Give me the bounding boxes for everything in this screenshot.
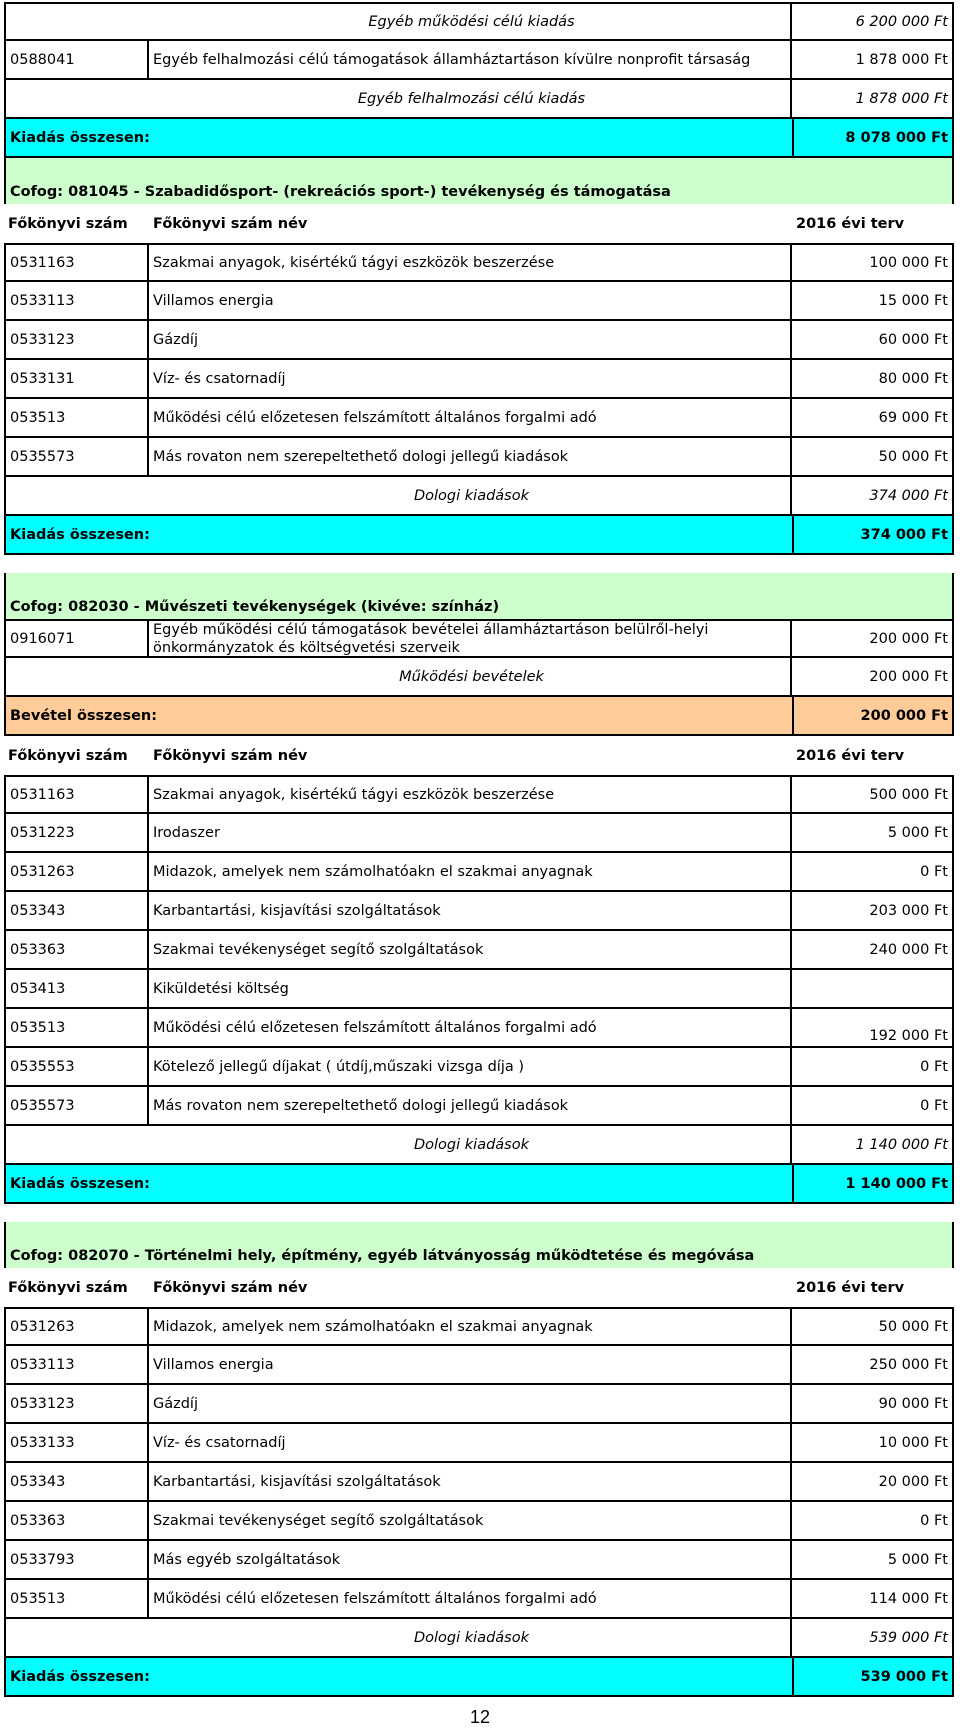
account-name: Más rovaton nem szerepeltethető dologi jellegű kiadások bbox=[149, 438, 792, 475]
income-total-row bbox=[4, 697, 954, 736]
subtotal-row bbox=[4, 477, 954, 516]
cofog-title: Cofog: 081045 - Szabadidősport- (rekreációs sport-) tevékenység és támogatása bbox=[4, 158, 954, 204]
account-code: 0531263 bbox=[4, 853, 149, 890]
table-row bbox=[4, 41, 954, 80]
table-row bbox=[4, 1385, 954, 1424]
planned-amount: 1 878 000 Ft bbox=[792, 41, 954, 78]
account-name: Gázdíj bbox=[149, 321, 792, 358]
account-code: 0531223 bbox=[4, 814, 149, 851]
planned-amount: 192 000 Ft bbox=[792, 1009, 954, 1046]
cofog-title: Cofog: 082030 - Művészeti tevékenységek (kivéve: színház) bbox=[4, 573, 954, 619]
account-code: 053363 bbox=[4, 1502, 149, 1539]
table-row bbox=[4, 892, 954, 931]
planned-amount: 200 000 Ft bbox=[792, 658, 954, 695]
expense-total-row bbox=[4, 516, 954, 555]
section-spacer bbox=[4, 555, 954, 573]
header-code: Főkönyvi szám bbox=[8, 1279, 128, 1296]
header-name: Főkönyvi szám név bbox=[153, 1279, 308, 1296]
table-row bbox=[4, 1087, 954, 1126]
account-name: Midazok, amelyek nem számolhatóakn el szakmai anyagnak bbox=[149, 1309, 792, 1344]
subtotal-row bbox=[4, 80, 954, 119]
subtotal-row bbox=[4, 2, 954, 41]
page-number: 12 bbox=[469, 1707, 491, 1727]
header-plan: 2016 évi terv bbox=[796, 1279, 905, 1296]
account-name: Dologi kiadások bbox=[149, 477, 792, 514]
planned-amount: 539 000 Ft bbox=[792, 1658, 954, 1695]
account-code: 0916071 bbox=[4, 621, 149, 656]
planned-amount: 50 000 Ft bbox=[792, 438, 954, 475]
table-row bbox=[4, 1307, 954, 1346]
account-code: 0533123 bbox=[4, 321, 149, 358]
planned-amount: 0 Ft bbox=[792, 1087, 954, 1124]
table-row bbox=[4, 1541, 954, 1580]
account-code: 0531163 bbox=[4, 245, 149, 280]
account-code bbox=[4, 477, 149, 514]
column-header-row bbox=[4, 204, 954, 243]
planned-amount: 10 000 Ft bbox=[792, 1424, 954, 1461]
column-header-row bbox=[4, 736, 954, 775]
account-name: Működési célú előzetesen felszámított általános forgalmi adó bbox=[149, 1580, 792, 1617]
planned-amount: 8 078 000 Ft bbox=[792, 119, 954, 156]
planned-amount: 1 140 000 Ft bbox=[792, 1126, 954, 1163]
planned-amount: 374 000 Ft bbox=[792, 477, 954, 514]
expense-total-row bbox=[4, 119, 954, 158]
table-row bbox=[4, 360, 954, 399]
section-spacer bbox=[4, 1204, 954, 1222]
table-row bbox=[4, 1424, 954, 1463]
planned-amount: 500 000 Ft bbox=[792, 777, 954, 812]
planned-amount: 5 000 Ft bbox=[792, 814, 954, 851]
table-row bbox=[4, 1580, 954, 1619]
table-row bbox=[4, 1463, 954, 1502]
planned-amount: 1 140 000 Ft bbox=[792, 1165, 954, 1202]
table-row bbox=[4, 243, 954, 282]
account-code: 053363 bbox=[4, 931, 149, 968]
column-header-row bbox=[4, 1268, 954, 1307]
account-name: Irodaszer bbox=[149, 814, 792, 851]
planned-amount bbox=[792, 970, 954, 1007]
header-name: Főkönyvi szám név bbox=[153, 215, 308, 232]
account-code: 053413 bbox=[4, 970, 149, 1007]
account-code: 0535573 bbox=[4, 1087, 149, 1124]
account-name: Működési célú előzetesen felszámított általános forgalmi adó bbox=[149, 399, 792, 436]
table-row bbox=[4, 970, 954, 1009]
table-row bbox=[4, 399, 954, 438]
subtotal-row bbox=[4, 1126, 954, 1165]
header-plan: 2016 évi terv bbox=[796, 215, 905, 232]
account-code: 0531263 bbox=[4, 1309, 149, 1344]
account-code: 0588041 bbox=[4, 41, 149, 78]
table-row bbox=[4, 1346, 954, 1385]
table-row bbox=[4, 282, 954, 321]
account-name: Szakmai tevékenységet segítő szolgáltatások bbox=[149, 931, 792, 968]
table-row bbox=[4, 438, 954, 477]
planned-amount: 200 000 Ft bbox=[792, 621, 954, 656]
account-name: Karbantartási, kisjavítási szolgáltatások bbox=[149, 892, 792, 929]
cofog-title-row bbox=[4, 158, 954, 204]
planned-amount: 69 000 Ft bbox=[792, 399, 954, 436]
account-name: Működési bevételek bbox=[149, 658, 792, 695]
account-name: Dologi kiadások bbox=[149, 1126, 792, 1163]
planned-amount: 240 000 Ft bbox=[792, 931, 954, 968]
expense-total-row bbox=[4, 1658, 954, 1697]
account-name: Egyéb felhalmozási célú kiadás bbox=[149, 80, 792, 117]
account-code: 0535553 bbox=[4, 1048, 149, 1085]
account-name: Egyéb felhalmozási célú támogatások államháztartáson kívülre nonprofit társaság bbox=[149, 41, 792, 78]
account-code: 053513 bbox=[4, 1009, 149, 1046]
account-name: Karbantartási, kisjavítási szolgáltatások bbox=[149, 1463, 792, 1500]
account-code bbox=[4, 658, 149, 695]
account-code: 053343 bbox=[4, 1463, 149, 1500]
planned-amount: 50 000 Ft bbox=[792, 1309, 954, 1344]
budget-sheet bbox=[4, 2, 954, 1697]
expense-total-row bbox=[4, 1165, 954, 1204]
planned-amount: 250 000 Ft bbox=[792, 1346, 954, 1383]
account-name: Szakmai tevékenységet segítő szolgáltatások bbox=[149, 1502, 792, 1539]
account-code: 053513 bbox=[4, 399, 149, 436]
account-code: 0533131 bbox=[4, 360, 149, 397]
account-code: 0533793 bbox=[4, 1541, 149, 1578]
planned-amount: 203 000 Ft bbox=[792, 892, 954, 929]
planned-amount: 114 000 Ft bbox=[792, 1580, 954, 1617]
total-label: Bevétel összesen: bbox=[4, 697, 794, 734]
account-code: 0533113 bbox=[4, 282, 149, 319]
planned-amount: 0 Ft bbox=[792, 1502, 954, 1539]
planned-amount: 200 000 Ft bbox=[792, 697, 954, 734]
table-row bbox=[4, 931, 954, 970]
planned-amount: 15 000 Ft bbox=[792, 282, 954, 319]
account-code: 0533113 bbox=[4, 1346, 149, 1383]
table-row bbox=[4, 1048, 954, 1087]
table-row bbox=[4, 1502, 954, 1541]
table-row bbox=[4, 321, 954, 360]
account-code bbox=[4, 4, 149, 39]
account-code: 0531163 bbox=[4, 777, 149, 812]
account-code: 0533123 bbox=[4, 1385, 149, 1422]
planned-amount: 1 878 000 Ft bbox=[792, 80, 954, 117]
account-code: 0535573 bbox=[4, 438, 149, 475]
header-plan: 2016 évi terv bbox=[796, 747, 905, 764]
account-name: Dologi kiadások bbox=[149, 1619, 792, 1656]
subtotal-row bbox=[4, 658, 954, 697]
account-name: Kötelező jellegű díjakat ( útdíj,műszaki vizsga díja ) bbox=[149, 1048, 792, 1085]
planned-amount: 20 000 Ft bbox=[792, 1463, 954, 1500]
planned-amount: 539 000 Ft bbox=[792, 1619, 954, 1656]
account-name: Működési célú előzetesen felszámított általános forgalmi adó bbox=[149, 1009, 792, 1046]
header-code: Főkönyvi szám bbox=[8, 747, 128, 764]
cofog-title: Cofog: 082070 - Történelmi hely, építmény, egyéb látványosság működtetése és megóvása bbox=[4, 1222, 954, 1268]
account-name: Más egyéb szolgáltatások bbox=[149, 1541, 792, 1578]
account-code bbox=[4, 80, 149, 117]
account-name: Villamos energia bbox=[149, 1346, 792, 1383]
account-code: 053343 bbox=[4, 892, 149, 929]
planned-amount: 5 000 Ft bbox=[792, 1541, 954, 1578]
account-name: Gázdíj bbox=[149, 1385, 792, 1422]
account-name: Szakmai anyagok, kisértékű tágyi eszközök beszerzése bbox=[149, 245, 792, 280]
table-row bbox=[4, 775, 954, 814]
total-label: Kiadás összesen: bbox=[4, 516, 794, 553]
planned-amount: 90 000 Ft bbox=[792, 1385, 954, 1422]
total-label: Kiadás összesen: bbox=[4, 1658, 794, 1695]
account-name: Kiküldetési költség bbox=[149, 970, 792, 1007]
account-name: Villamos energia bbox=[149, 282, 792, 319]
account-name: Szakmai anyagok, kisértékű tágyi eszközök beszerzése bbox=[149, 777, 792, 812]
account-code bbox=[4, 1126, 149, 1163]
account-name: Midazok, amelyek nem számolhatóakn el szakmai anyagnak bbox=[149, 853, 792, 890]
account-name: Egyéb működési célú kiadás bbox=[149, 4, 792, 39]
planned-amount: 0 Ft bbox=[792, 1048, 954, 1085]
cofog-title-row bbox=[4, 573, 954, 619]
account-code: 053513 bbox=[4, 1580, 149, 1617]
account-name: Egyéb működési célú támogatások bevételei államháztartáson belülről-helyi önkormányzatok és költségvetési szerveik bbox=[149, 621, 792, 656]
table-row bbox=[4, 619, 954, 658]
table-row bbox=[4, 853, 954, 892]
planned-amount: 6 200 000 Ft bbox=[792, 4, 954, 39]
account-name: Víz- és csatornadíj bbox=[149, 1424, 792, 1461]
subtotal-row bbox=[4, 1619, 954, 1658]
account-code bbox=[4, 1619, 149, 1656]
header-name: Főkönyvi szám név bbox=[153, 747, 308, 764]
header-code: Főkönyvi szám bbox=[8, 215, 128, 232]
planned-amount: 100 000 Ft bbox=[792, 245, 954, 280]
cofog-title-row bbox=[4, 1222, 954, 1268]
planned-amount: 80 000 Ft bbox=[792, 360, 954, 397]
account-name: Víz- és csatornadíj bbox=[149, 360, 792, 397]
account-code: 0533133 bbox=[4, 1424, 149, 1461]
planned-amount: 374 000 Ft bbox=[792, 516, 954, 553]
planned-amount: 60 000 Ft bbox=[792, 321, 954, 358]
total-label: Kiadás összesen: bbox=[4, 1165, 794, 1202]
planned-amount: 0 Ft bbox=[792, 853, 954, 890]
account-name: Más rovaton nem szerepeltethető dologi jellegű kiadások bbox=[149, 1087, 792, 1124]
table-row bbox=[4, 1009, 954, 1048]
table-row bbox=[4, 814, 954, 853]
total-label: Kiadás összesen: bbox=[4, 119, 794, 156]
